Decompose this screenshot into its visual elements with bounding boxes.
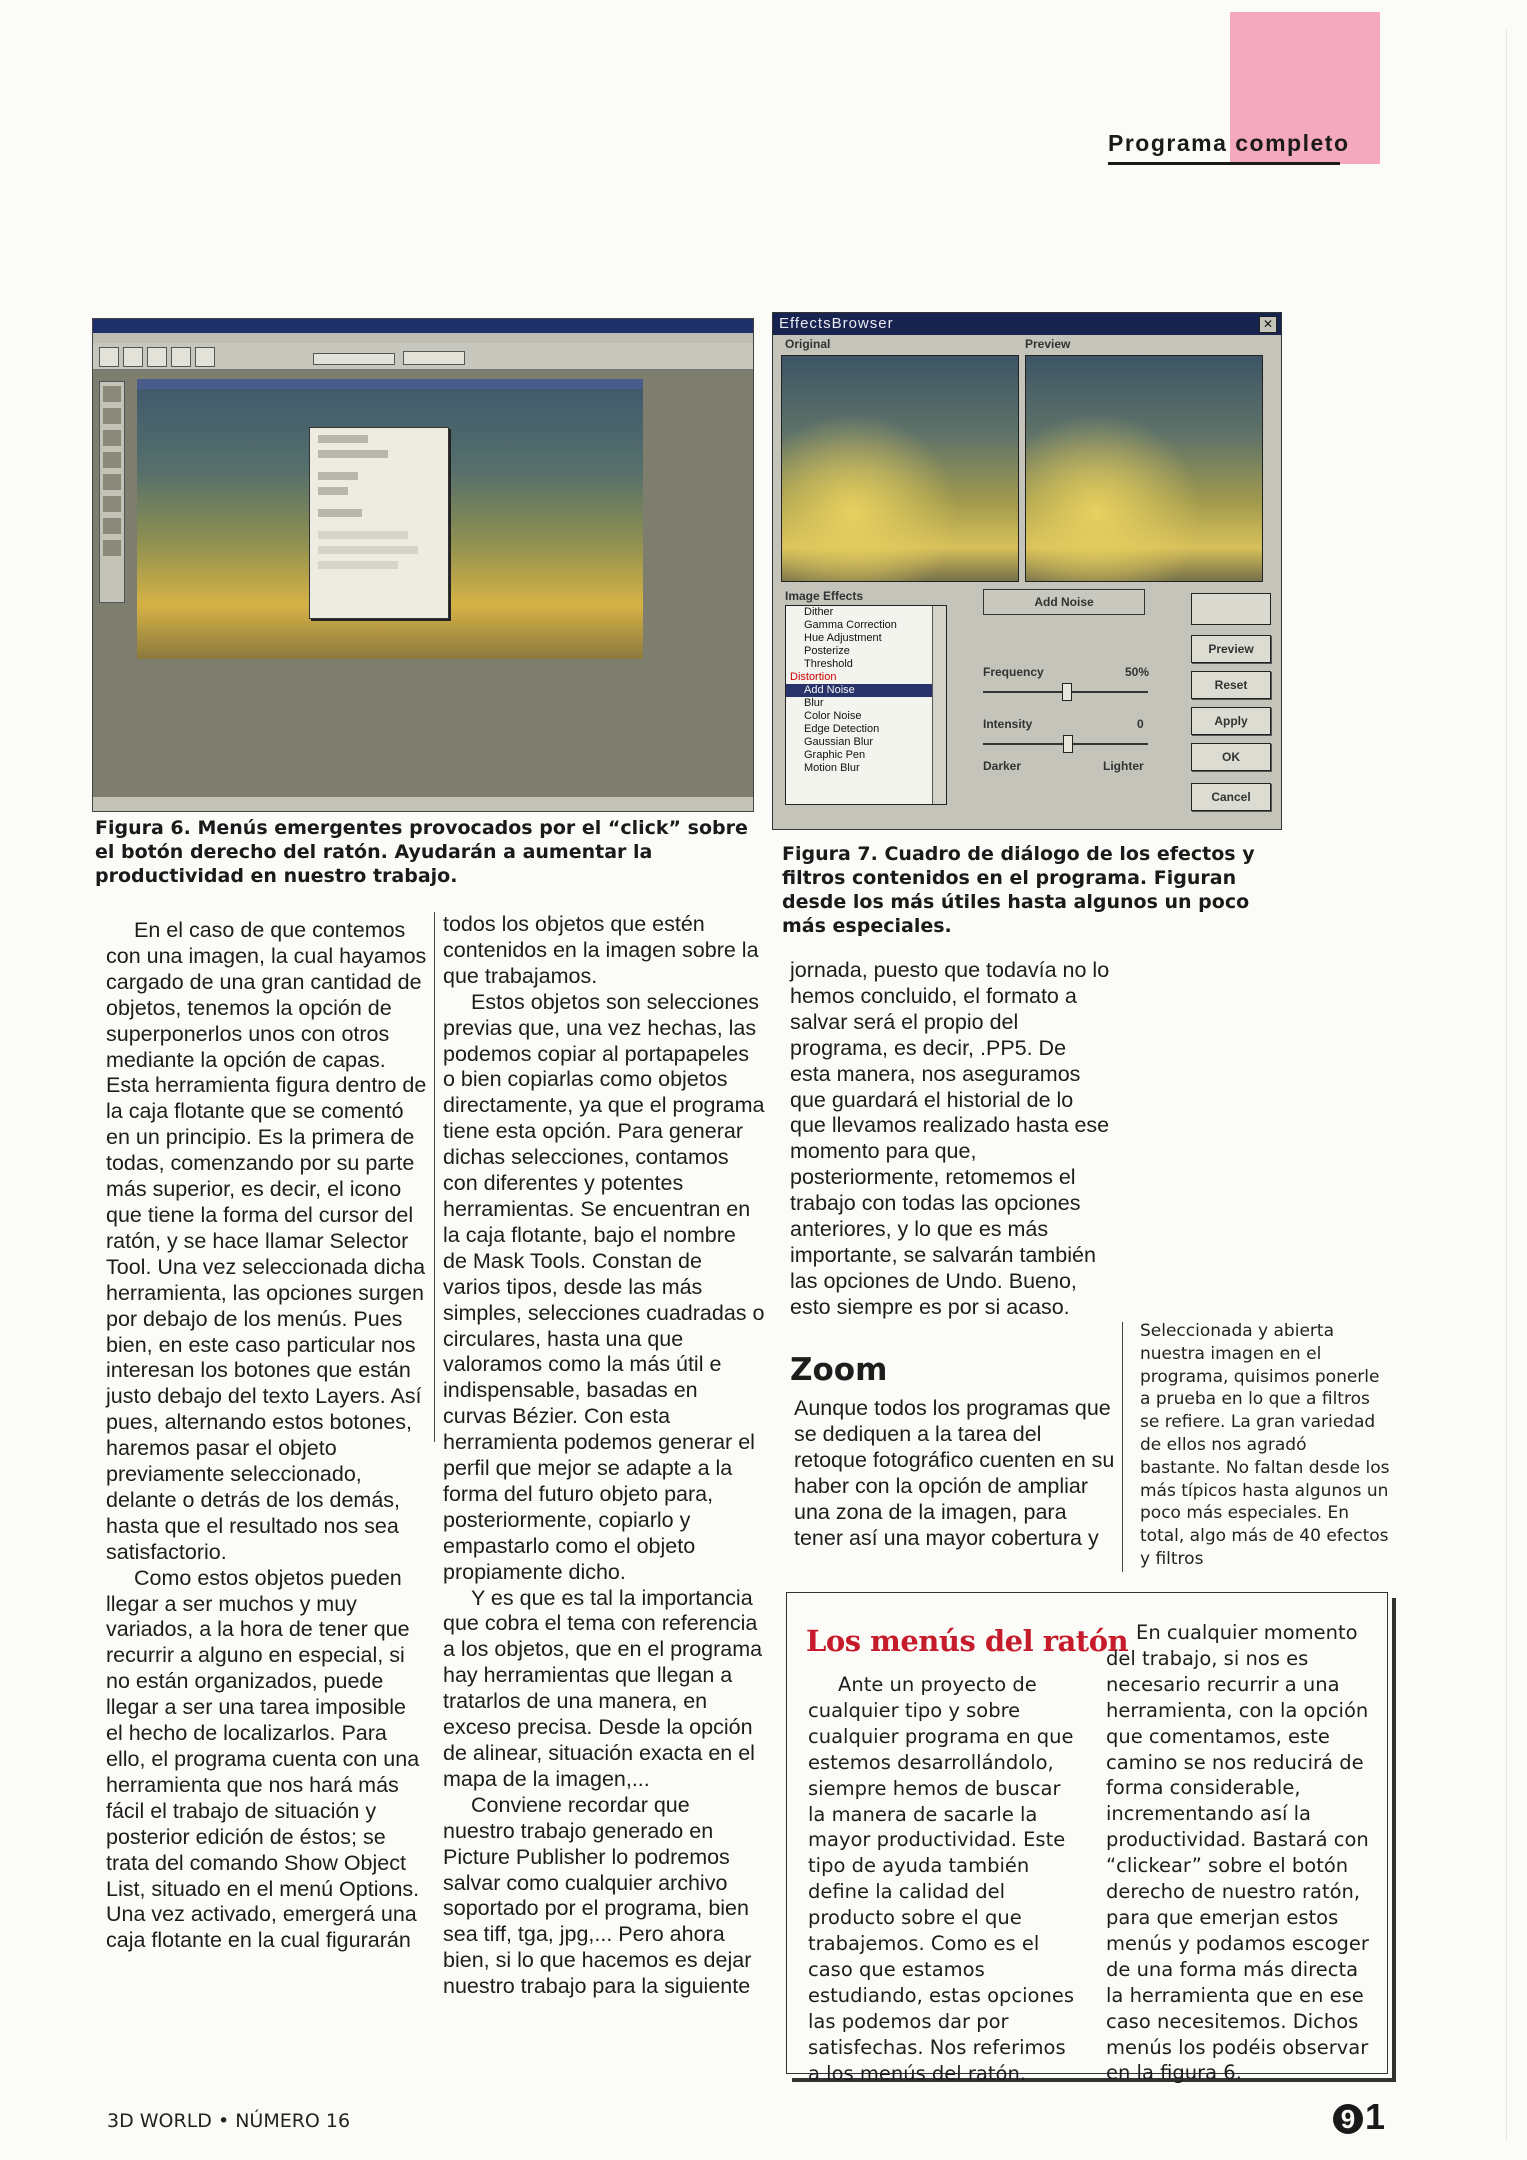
tool-button bbox=[171, 347, 191, 367]
effects-list-item: Edge Detection bbox=[804, 723, 880, 735]
page-number bbox=[1333, 2096, 1385, 2138]
zoom-heading: Zoom bbox=[790, 1352, 888, 1388]
effects-list-item: Hue Adjustment bbox=[804, 632, 882, 644]
figure-6-screenshot bbox=[92, 318, 754, 812]
frequency-label: Frequency bbox=[983, 665, 1044, 679]
reset-button: Reset bbox=[1191, 671, 1271, 699]
tool-button bbox=[147, 347, 167, 367]
intensity-label: Intensity bbox=[983, 717, 1033, 731]
darker-label: Darker bbox=[983, 759, 1022, 773]
ok-button: OK bbox=[1191, 743, 1271, 771]
opacity-slider bbox=[313, 353, 395, 365]
app-titlebar bbox=[93, 319, 753, 333]
page-gutter-line bbox=[1506, 30, 1507, 2140]
paragraph: todos los objetos que estén contenidos en la imagen sobre la que trabajamos. bbox=[443, 912, 759, 988]
apply-button: Apply bbox=[1191, 707, 1271, 735]
effects-list-item: Color Noise bbox=[804, 710, 862, 722]
frequency-value: 50% bbox=[1125, 665, 1150, 679]
box-title: Los menús del ratón bbox=[806, 1624, 1129, 1658]
article-column-2 bbox=[443, 912, 765, 2000]
effect-name-box: Add Noise bbox=[983, 589, 1145, 615]
preview-label: Preview bbox=[1025, 337, 1071, 351]
list-scrollbar bbox=[932, 606, 946, 804]
app-statusbar bbox=[93, 797, 753, 811]
app-toolbar bbox=[93, 343, 753, 370]
figure-6-caption: Figura 6. Menús emergentes provocados por el “click” sobre el botón derecho del ratón. Ayudarán a aumentar la productividad en nuestro trabajo. bbox=[95, 817, 748, 887]
app-menubar bbox=[93, 333, 753, 343]
paragraph: Como estos objetos pueden llegar a ser muchos y muy variados, a la hora de tener que recurrir a alguno en especial, si no están organizados, puede llegar a ser una tarea imposible el hecho de localizarlos. Para ello, el programa cuenta con una herramienta que nos hará más fácil el trabajo de situación y posterior edición de éstos; se trata del comando Show Object List, situado en el menú Options. Una vez activado, emergerá una caja flotante en la cual figurarán bbox=[106, 1565, 420, 1953]
article-column-3 bbox=[790, 958, 1112, 1321]
figure-7-effects-dialog bbox=[772, 312, 1282, 830]
paragraph: Y es que es tal la importancia que cobra el tema con referencia a los objetos, que en el programa hay herramientas que llegan a tratarlos de una manera, en exceso precisa. Desde la opción de alinear, situación exacta en el mapa de la imagen,... bbox=[443, 1585, 763, 1791]
original-label: Original bbox=[785, 337, 831, 351]
section-title-rule bbox=[1108, 162, 1340, 165]
box-column-1 bbox=[808, 1672, 1076, 2087]
zoom-paragraph bbox=[794, 1396, 1116, 1551]
intensity-value: 0 bbox=[1137, 717, 1144, 731]
lighter-label: Lighter bbox=[1103, 759, 1144, 773]
paragraph: jornada, puesto que todavía no lo hemos concluido, el formato a salvar será el propio del programa, es decir, .PP5. De esta manera, nos aseguramos que guardará el historial de lo que llevamos realizado hasta ese momento para que, posteriormente, retomemos el trabajo con todas las opciones anteriores, y lo que es más importante, se salvarán también las opciones de Undo. Bueno, esto siempre es por si acaso. bbox=[790, 958, 1110, 1319]
mode-dropdown bbox=[403, 351, 465, 365]
frequency-slider-thumb bbox=[1062, 683, 1072, 701]
effects-list-item: Graphic Pen bbox=[804, 749, 866, 761]
article-column-1 bbox=[106, 918, 428, 1954]
page-number-circle: 9 bbox=[1333, 2104, 1363, 2134]
effects-list-title: Image Effects bbox=[785, 589, 864, 603]
tool-palette bbox=[99, 381, 125, 603]
paragraph: Ante un proyecto de cualquier tipo y sobre cualquier programa en que estemos desarrollándolo, siempre hemos de buscar la manera de sacarle la mayor productividad. Este tipo de ayuda también define la calidad del producto sobre el que trabajemos. Como es el caso que estamos estudiando, estas opciones las podemos dar por satisfechas. Nos referimos a los menús del ratón. bbox=[808, 1673, 1074, 2085]
document-titlebar bbox=[137, 379, 643, 389]
intensity-slider-thumb bbox=[1063, 735, 1073, 753]
effects-list-item: Gamma Correction bbox=[804, 619, 897, 631]
dialog-icon-buttons bbox=[1191, 593, 1271, 625]
tool-button bbox=[195, 347, 215, 367]
section-title: Programa completo bbox=[1108, 130, 1350, 156]
sidebar-divider bbox=[1122, 1322, 1123, 1572]
effects-list-item: Dither bbox=[804, 606, 834, 618]
effects-list-item: Gaussian Blur bbox=[804, 736, 874, 748]
box-column-2 bbox=[1106, 1620, 1374, 2086]
preview-image bbox=[1025, 355, 1263, 582]
sidebar-note: Seleccionada y abierta nuestra imagen en el programa, quisimos ponerle a prueba en lo que a filtros se refiere. La gran variedad de ellos nos agradó bastante. No faltan desde los más típicos hasta algunos un poco más especiales. En total, algo más de 40 efectos y filtros bbox=[1140, 1321, 1390, 1569]
effects-list-item: Add Noise bbox=[786, 684, 946, 697]
context-menu bbox=[309, 427, 449, 619]
preview-button: Preview bbox=[1191, 635, 1271, 663]
effects-list-item: Blur bbox=[804, 697, 824, 709]
effects-list-item: Posterize bbox=[804, 645, 850, 657]
dialog-title: EffectsBrowser bbox=[779, 315, 894, 332]
magazine-issue: 3D WORLD • NÚMERO 16 bbox=[107, 2110, 351, 2132]
figure-7-caption: Figura 7. Cuadro de diálogo de los efectos y filtros contenidos en el programa. Figuran desde los más útiles hasta algunos un poco más especiales. bbox=[782, 843, 1255, 937]
tool-button bbox=[123, 347, 143, 367]
effects-list-item: Motion Blur bbox=[804, 762, 860, 774]
effects-list-item: Threshold bbox=[804, 658, 853, 670]
page-number-rest: 1 bbox=[1365, 2096, 1386, 2137]
paragraph: En cualquier momento del trabajo, si nos es necesario recurrir a una herramienta, con la opción que comentamos, este camino se nos reducirá de forma considerable, incrementando así la productividad. Bastará con “clickear” sobre el botón derecho de nuestro ratón, para que emerjan estos menús y podamos escoger de una forma más directa la herramienta que en ese caso necesitemos. Dichos menús los podéis observar en la figura 6. bbox=[1106, 1621, 1369, 2085]
close-icon: ✕ bbox=[1259, 316, 1277, 333]
paragraph: En el caso de que contemos con una imagen, la cual hayamos cargado de una gran cantidad de objetos, tenemos la opción de superponerlos unos con otros mediante la opción de capas. Esta herramienta figura dentro de la caja flotante que se comentó en un principio. Es la primera de todas, comenzando por su parte más superior, es decir, el icono que tiene la forma del cursor del ratón, y se hace llamar Selector Tool. Una vez seleccionada dicha herramienta, las opciones surgen por debajo de los menús. Pues bien, en este caso particular nos interesan los botones que están justo debajo del texto Layers. Así pues, alternando estos botones, haremos pasar el objeto previamente seleccionado, delante o detrás de los demás, hasta que el resultado nos sea satisfactorio. bbox=[106, 918, 427, 1564]
effects-list-item: Distortion bbox=[790, 671, 837, 683]
column-divider bbox=[434, 912, 435, 1442]
dialog-titlebar bbox=[773, 313, 1281, 335]
paragraph: Estos objetos son selecciones previas que, una vez hechas, las podemos copiar al portapapeles o bien copiarlas como objetos directamente, ya que el programa tiene esta opción. Para generar dichas selecciones, contamos con diferentes y potentes herramientas. Se encuentran en la caja flotante, bajo el nombre de Mask Tools. Constan de varios tipos, desde las más simples, selecciones cuadradas o circulares, hasta una que valoramos como la más útil e indispensable, basadas en curvas Bézier. Con esta herramienta podemos generar el perfil que mejor se adapte a la forma del futuro objeto para, posteriormente, copiarlo y empastarlo como el objeto propiamente dicho. bbox=[443, 989, 765, 1584]
paragraph: Conviene recordar que nuestro trabajo generado en Picture Publisher lo podremos salvar como cualquier archivo soportado por el programa, bien sea tiff, tga, jpg,... Pero ahora bien, si lo que hacemos es dejar nuestro trabajo para la siguiente bbox=[443, 1792, 752, 1999]
original-image bbox=[781, 355, 1019, 582]
effects-list bbox=[785, 605, 947, 805]
cancel-button: Cancel bbox=[1191, 783, 1271, 811]
tool-button bbox=[99, 347, 119, 367]
paragraph: Aunque todos los programas que se dediquen a la tarea del retoque fotográfico cuenten en su haber con la opción de ampliar una zona de la imagen, para tener así una mayor cobertura y bbox=[794, 1396, 1115, 1550]
